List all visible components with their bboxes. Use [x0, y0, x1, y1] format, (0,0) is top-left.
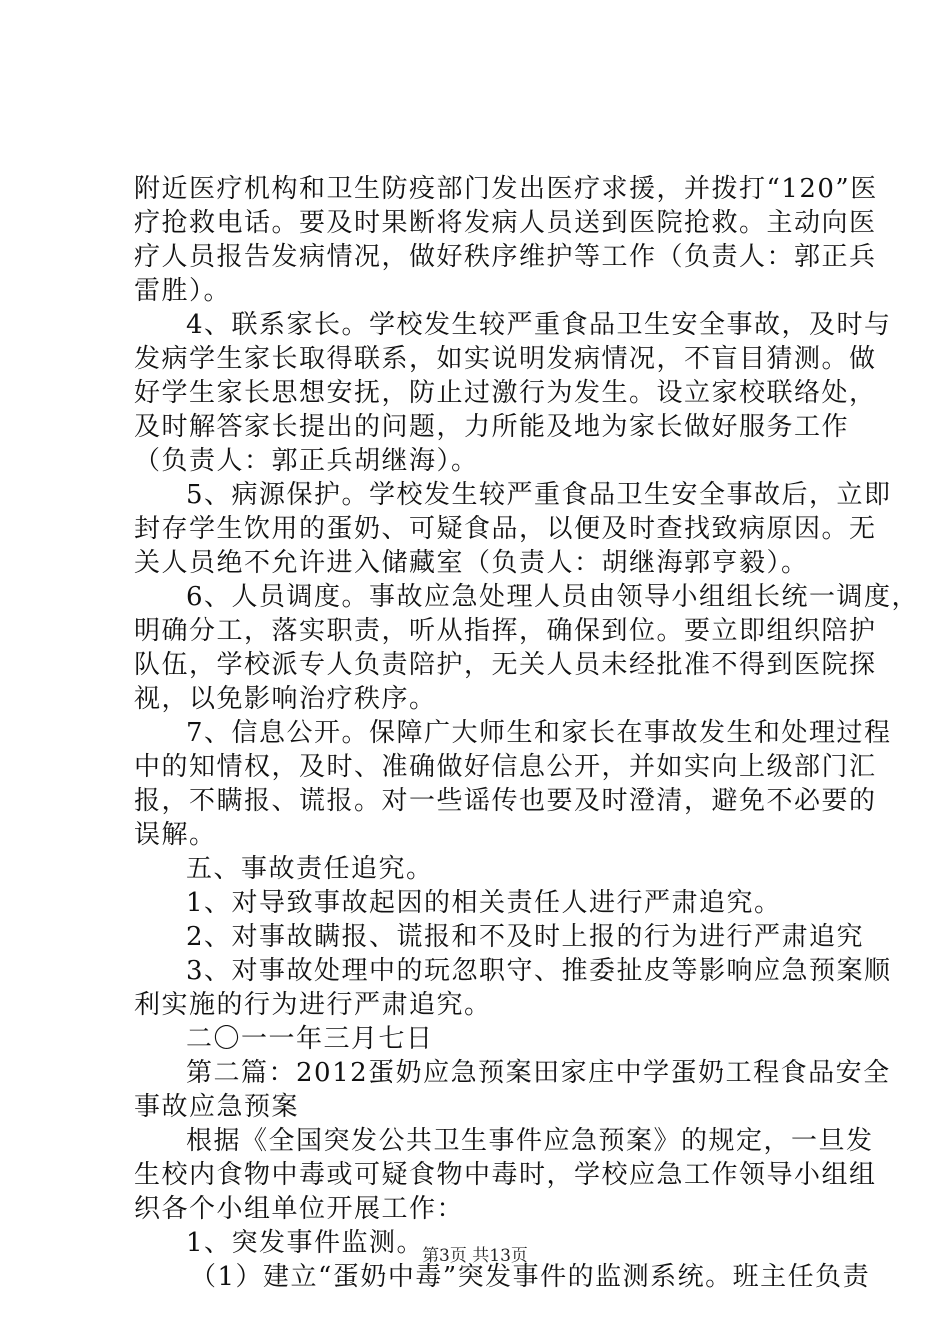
- text-line: 织各个小组单位开展工作：: [134, 1194, 465, 1224]
- text-line: 二〇一一年三月七日: [186, 1024, 434, 1054]
- text-line: 好学生家长思想安抚，防止过激行为发生。设立家校联络处，: [134, 378, 877, 408]
- text-line: 及时解答家长提出的问题，力所能及地为家长做好服务工作: [134, 412, 850, 442]
- text-line: 1、对导致事故起因的相关责任人进行严肃追究。: [186, 888, 782, 918]
- text-line: 利实施的行为进行严肃追究。: [134, 990, 492, 1020]
- document-body: [134, 172, 920, 1294]
- text-line: 队伍，学校派专人负责陪护，无关人员未经批准不得到医院探: [134, 650, 877, 680]
- text-line: （负责人：郭正兵胡继海）。: [134, 446, 479, 476]
- text-line: 中的知情权，及时、准确做好信息公开，并如实向上级部门汇: [134, 752, 877, 782]
- text-line: 五、事故责任追究。: [186, 854, 434, 884]
- text-line: 发病学生家长取得联系，如实说明发病情况，不盲目猜测。做: [134, 344, 877, 374]
- text-line: 第二篇：2012蛋奶应急预案田家庄中学蛋奶工程食品安全: [186, 1058, 891, 1088]
- text-line: 6、人员调度。事故应急处理人员由领导小组组长统一调度，: [186, 582, 920, 612]
- text-line: 报，不瞒报、谎报。对一些谣传也要及时澄清，避免不必要的: [134, 786, 877, 816]
- text-line: 事故应急预案: [134, 1092, 300, 1122]
- text-line: 1、突发事件监测。: [186, 1228, 425, 1258]
- text-line: 误解。: [134, 820, 217, 850]
- text-line: 关人员绝不允许进入储藏室（负责人：胡继海郭亨毅）。: [134, 548, 809, 578]
- text-line: 生校内食物中毒或可疑食物中毒时，学校应急工作领导小组组: [134, 1160, 877, 1190]
- text-line: 封存学生饮用的蛋奶、可疑食品，以便及时查找致病原因。无: [134, 514, 877, 544]
- text-line: 4、联系家长。学校发生较严重食品卫生安全事故，及时与: [186, 310, 892, 340]
- text-line: 根据《全国突发公共卫生事件应急预案》的规定，一旦发: [186, 1126, 874, 1156]
- text-line: 视，以免影响治疗秩序。: [134, 684, 437, 714]
- text-line: 附近医疗机构和卫生防疫部门发出医疗求援，并拨打“120”医: [134, 174, 878, 204]
- text-line: 疗人员报告发病情况，做好秩序维护等工作（负责人：郭正兵: [134, 242, 877, 272]
- text-line: 疗抢救电话。要及时果断将发病人员送到医院抢救。主动向医: [134, 208, 877, 238]
- text-line: （1）建立“蛋奶中毒”突发事件的监测系统。班主任负责: [190, 1262, 871, 1292]
- text-line: 7、信息公开。保障广大师生和家长在事故发生和处理过程: [186, 718, 892, 748]
- text-line: 5、病源保护。学校发生较严重食品卫生安全事故后，立即: [186, 480, 892, 510]
- page-footer: 第3页 共13页: [422, 1246, 528, 1266]
- text-line: 明确分工，落实职责，听从指挥，确保到位。要立即组织陪护: [134, 616, 877, 646]
- text-line: 3、对事故处理中的玩忽职守、推委扯皮等影响应急预案顺: [186, 956, 892, 986]
- text-line: 2、对事故瞒报、谎报和不及时上报的行为进行严肃追究: [186, 922, 865, 952]
- text-line: 雷胜）。: [134, 276, 232, 306]
